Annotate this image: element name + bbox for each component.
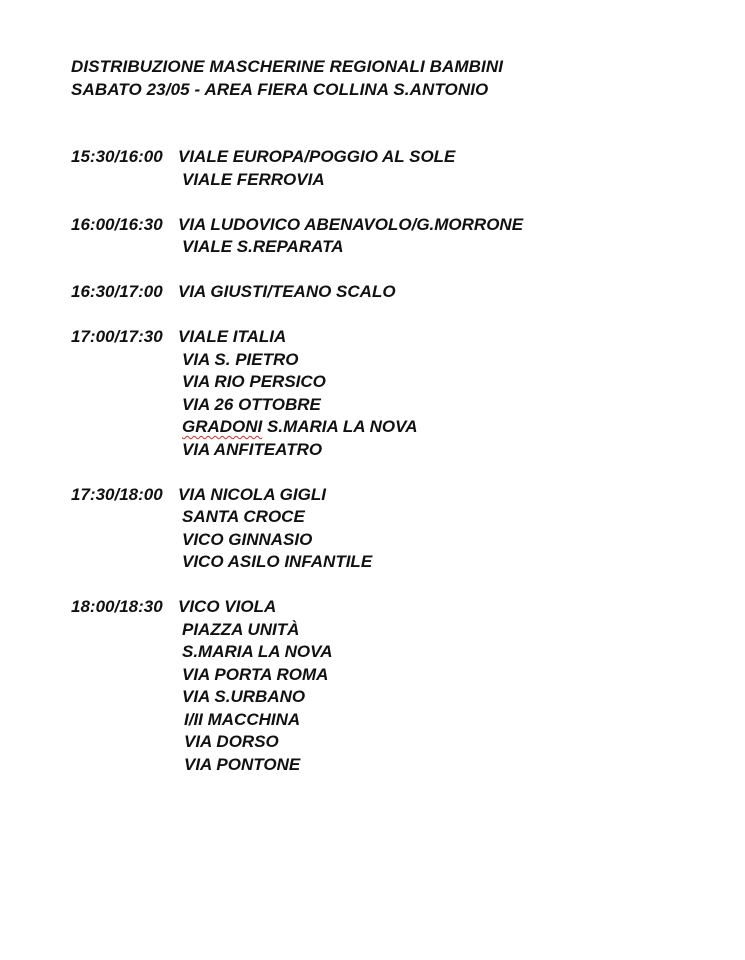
street-name: VIA S. PIETRO xyxy=(182,349,299,369)
street-name: VIALE ITALIA xyxy=(178,327,287,346)
slot-streets xyxy=(178,484,372,574)
street-name: VICO VIOLA xyxy=(178,597,277,616)
schedule-slot xyxy=(71,326,731,461)
slot-streets xyxy=(178,146,455,191)
street-name: SANTA CROCE xyxy=(182,507,305,526)
street-name: VIA NICOLA GIGLI xyxy=(178,484,326,504)
street-name: S.MARIA LA NOVA xyxy=(182,642,333,661)
schedule-slot xyxy=(71,214,731,259)
schedule-list xyxy=(71,146,731,799)
slot-time: 17:00/17:30 xyxy=(71,327,163,346)
schedule-slot xyxy=(71,596,731,776)
street-name: VIA ANFITEATRO xyxy=(182,439,323,459)
street-name: VIA PORTA ROMA xyxy=(182,664,329,684)
schedule-slot xyxy=(71,146,731,191)
slot-time: 16:30/17:00 xyxy=(71,282,163,301)
slot-time: 16:00/16:30 xyxy=(71,214,163,234)
street-name: VIA S.URBANO xyxy=(182,687,306,706)
street-name: VIALE EUROPA/POGGIO AL SOLE xyxy=(178,147,456,166)
title-line-1: DISTRIBUZIONE MASCHERINE REGIONALI BAMBINI xyxy=(71,57,504,76)
slot-streets xyxy=(178,596,332,776)
street-name: VIA LUDOVICO ABENAVOLO/G.MORRONE xyxy=(178,214,524,234)
slot-time: 15:30/16:00 xyxy=(71,147,163,166)
street-name: VICO GINNASIO xyxy=(182,529,313,549)
street-name: VIA 26 OTTOBRE xyxy=(182,394,321,414)
title-line-2: SABATO 23/05 - AREA FIERA COLLINA S.ANTONIO xyxy=(71,79,489,99)
street-name: VIA RIO PERSICO xyxy=(182,372,326,391)
slot-time: 17:30/18:00 xyxy=(71,484,163,504)
street-name-rest: S.MARIA LA NOVA xyxy=(262,417,418,436)
schedule-slot xyxy=(71,281,731,304)
street-name: VICO ASILO INFANTILE xyxy=(182,552,373,571)
slot-streets xyxy=(178,326,417,461)
slot-streets xyxy=(178,214,523,259)
street-name: VIALE FERROVIA xyxy=(182,169,325,189)
slot-streets xyxy=(178,281,396,304)
street-name: VIA DORSO xyxy=(184,732,279,751)
schedule-slot xyxy=(71,484,731,574)
document-title xyxy=(71,56,503,101)
street-name: I/II MACCHINA xyxy=(184,709,301,729)
spellcheck-flagged-word[interactable]: GRADONI xyxy=(182,417,263,436)
slot-time: 18:00/18:30 xyxy=(71,597,163,616)
street-name xyxy=(178,416,417,439)
street-name: VIA GIUSTI/TEANO SCALO xyxy=(178,282,396,301)
street-name: PIAZZA UNITÀ xyxy=(182,619,300,639)
street-name: VIA PONTONE xyxy=(184,754,301,774)
street-name: VIALE S.REPARATA xyxy=(182,237,344,256)
